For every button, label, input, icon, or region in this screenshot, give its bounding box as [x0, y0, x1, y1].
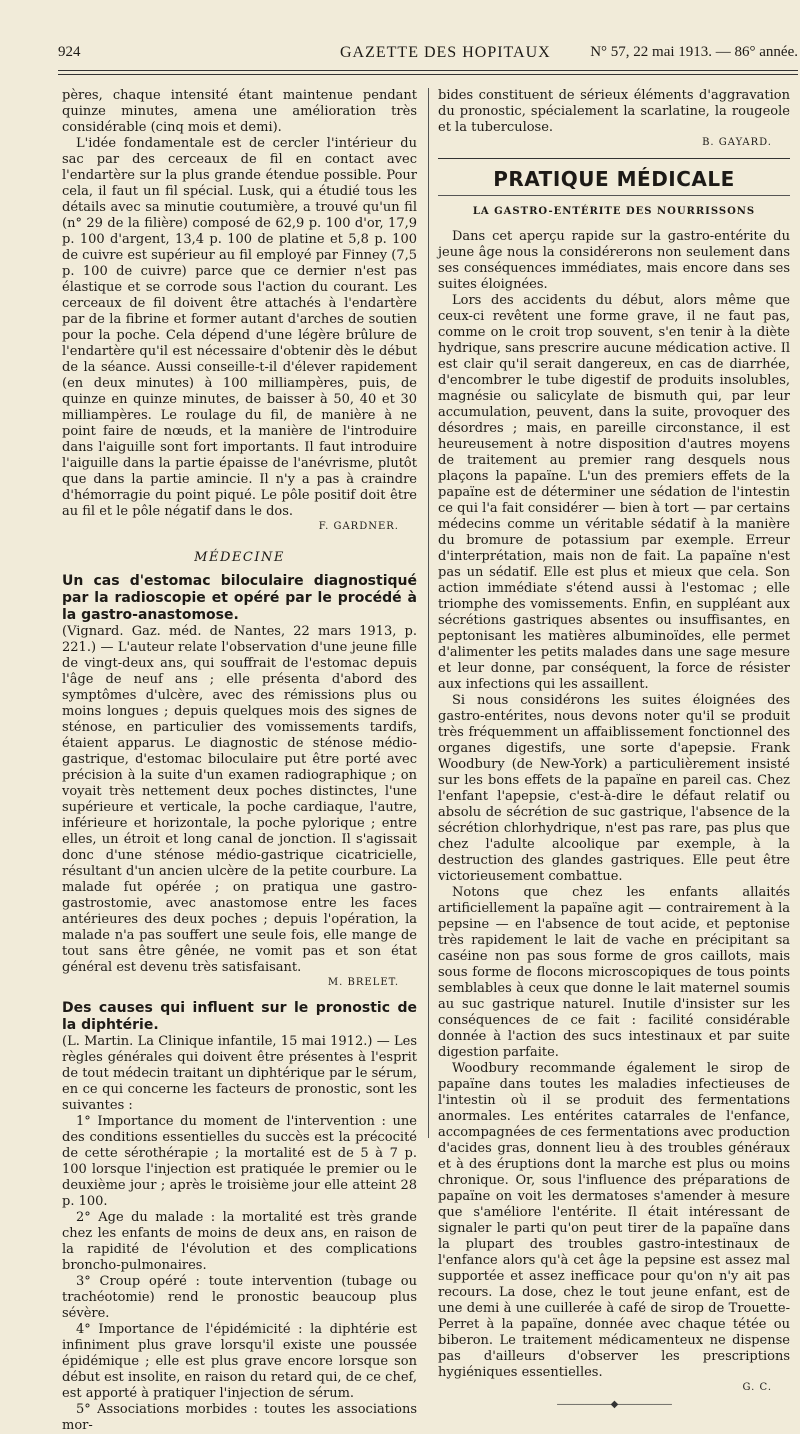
article-subheading: LA GASTRO-ENTÉRITE DES NOURRISSONS: [472, 206, 756, 217]
paragraph: Si nous considérons les suites éloignées des gastro-entérites, nous devons noter qu'il se produit très fréquemment un affaiblissement fonctionnel des organes digestifs, une sorte d'apepsie. Frank Woodbury (de New-York) a particulièrement insisté sur les bons effets de la papaïne en pareil cas. Chez l'enfant l'apepsie, c'est-à-dire le défaut relatif ou absolu de sécrétion de suc gastrique, l'absence de la sécrétion chlorhydrique, n'est pas rare, pas plus que chez l'adulte alcoolique par exemple, à la destruction des glandes gastriques. Elle peut être victorieusement combattue.: [438, 693, 790, 884]
issue-info: N° 57, 22 mai 1913. — 86° année.: [590, 44, 798, 60]
paragraph: Dans cet aperçu rapide sur la gastro-entérite du jeune âge nous la considérerons non seulement dans ses conséquences immédiates, mais encore dans ses suites éloignées.: [438, 229, 790, 292]
page-number: 924: [58, 44, 81, 60]
list-item: 1° Importance du moment de l'intervention : une des conditions essentielles du succès est la précocité de cette sérothérapie ; la mortalité est de 5 à 7 p. 100 lorsque l'injection est pratiquée le premier ou le deuxième jour ; après le troisième jour elle atteint 28 p. 100.: [62, 1114, 417, 1209]
article-title: Un cas d'estomac biloculaire diagnostiqué par la radioscopie et opéré par le procédé à la gastro-anastomose.: [62, 573, 417, 623]
left-column: [62, 88, 417, 1434]
right-column: [438, 88, 790, 1410]
author-signature: B. GAYARD.: [702, 137, 772, 148]
paragraph: Lors des accidents du début, alors même que ceux-ci revêtent une forme grave, il ne faut pas, comme on le croit trop souvent, s'en tenir à la diète hydrique, sans prescrire aucune médication active. Il est clair qu'il serait dangereux, en cas de diarrhée, d'encombrer le tube digestif de produits insolubles, magnésie ou salicylate de bismuth qui, par leur accumulation, peuvent, dans la suite, provoquer des désordres ; mais, en pareille circonstance, il est heureusement à notre disposition d'autres moyens de traitement au premier rang desquels nous plaçons la papaïne. L'un des premiers effets de la papaïne est de déterminer une sédation de l'intestin ce qui l'a fait considérer — bien à tort — par certains médecins comme un véritable sédatif à la manière du bromure de potassium par exemple. Erreur d'interprétation, mais non de fait. La papaïne n'est pas un sédatif. Elle est plus et mieux que cela. Son action immédiate s'étend aussi à l'estomac ; elle triomphe des vomissements. Enfin, en suppléant aux sécrétions gastriques absentes ou insuffisantes, en peptonisant les matières albuminoïdes, elle permet d'alimenter les petits malades dans une sage mesure et leur donne, par conséquent, la force de résister aux infections qui les assaillent.: [438, 293, 790, 692]
list-item: 4° Importance de l'épidémicité : la diphtérie est infiniment plus grave lorsqu'il existe une poussée épidémique ; elle est plus grave encore lorsque son début est insolite, en raison du retard qui, de ce chef, est apporté à pratiquer l'injection de sérum.: [62, 1322, 417, 1401]
factor-list: [62, 1114, 417, 1434]
section-banner: [438, 158, 790, 196]
author-signature: M. BRELET.: [327, 977, 399, 988]
article-body: (Vignard. Gaz. méd. de Nantes, 22 mars 1913, p. 221.) — L'auteur relate l'observation d'une jeune fille de vingt-deux ans, qui souffrait de l'estomac depuis l'âge de neuf ans ; elle présenta d'abord des symptômes d'ulcère, avec des rémissions plus ou moins longues ; depuis quelques mois des signes de sténose, en particulier des vomissements tardifs, étaient apparus. Le diagnostic de sténose médio-gastrique, d'estomac biloculaire put être porté avec précision à la suite d'un examen radiographique ; on voyait très nettement deux poches distinctes, l'une supérieure et verticale, la poche cardiaque, l'autre, inférieure et horizontale, la poche pylorique ; entre elles, un étroit et long canal de jonction. Il s'agissait donc d'une sténose médio-gastrique cicatricielle, résultant d'un ancien ulcère de la petite courbure. La malade fut opérée ; on pratiqua une gastro-gastrostomie, avec anastomose entre les faces antérieures des deux poches ; depuis l'opération, la malade n'a pas souffert une seule fois, elle mange de tout sans être gênée, ne vomit pas et son état général est devenu très satisfaisant.: [62, 624, 417, 975]
continued-paragraph: pères, chaque intensité étant maintenue pendant quinze minutes, amena une amélioration très considérable (cinq mois et demi).: [62, 88, 417, 135]
section-heading-medecine: MÉDECINE: [194, 550, 285, 565]
author-signature: G. C.: [742, 1382, 772, 1393]
column-separator: [428, 88, 429, 1138]
header-rule-double: [58, 74, 798, 75]
list-item: 5° Associations morbides : toutes les associations mor-: [62, 1402, 417, 1433]
paragraph: Woodbury recommande également le sirop de papaïne dans toutes les maladies infectieuses de l'intestin où il se produit des fermentations anormales. Les entérites catarrales de l'enfance, accompagnées de ces fermentations avec production d'acides gras, donnent lieu à des troubles généraux et à des éruptions dont la marche est plus ou moins chronique. Or, sous l'influence des préparations de papaïne on voit les dermatoses s'amender à mesure que s'améliore l'entérite. Il était intéressant de signaler le parti qu'on peut tirer de la papaïne dans la plupart des troubles gastro-intestinaux de l'enfance alors qu'à cet âge la pepsine est assez mal supportée et assez inefficace pour qu'on n'y ait pas recours. La dose, chez le tout jeune enfant, est de une demi à une cuillerée à café de sirop de Trouette-Perret à la papaïne, donnée avec chaque tétée ou biberon. Le traitement médicamenteux ne dispense pas d'ailleurs d'observer les prescriptions hygiéniques essentielles.: [438, 1061, 790, 1380]
section-heading-pratique: PRATIQUE MÉDICALE: [493, 167, 735, 191]
paragraph: L'idée fondamentale est de cercler l'intérieur du sac par des cerceaux de fil en contact avec l'endartère sur la plus grande étendue possible. Pour cela, il faut un fil spécial. Lusk, qui a étudié tous les détails avec sa minutie coutumière, a trouvé qu'un fil (n° 29 de la filière) composé de 62,9 p. 100 d'or, 17,9 p. 100 d'argent, 13,4 p. 100 de platine et 5,8 p. 100 de cuivre est supérieur au fil employé par Finney (7,5 p. 100 de cuivre) parce que ce dernier n'est pas élastique et se corrode sous l'action du courant. Les cerceaux de fil doivent être attachés à l'endartère par de la fibrine et former autant d'arches de soutien pour la poche. Cela dépend d'une légère brûlure de l'endartère qu'il est nécessaire d'obtenir dès le début de la séance. Aussi conseille-t-il d'élever rapidement (en deux minutes) à 100 milliampères, puis, de quinze en quinze minutes, de baisser à 50, 40 et 30 milliampères. Le roulage du fil, de manière à ne point faire de nœuds, et la manière de l'introduire dans l'aiguille sont fort importants. Il faut introduire l'aiguille dans la partie épaisse de l'anévrisme, plutôt que dans la partie amincie. Il n'y a pas à craindre d'hémorragie du point piqué. Le pôle positif doit être au fil et le pôle négatif dans le dos.: [62, 136, 417, 519]
list-item: 2° Age du malade : la mortalité est très grande chez les enfants de moins de deux ans, en raison de la rapidité de l'évolution et des complications broncho-pulmonaires.: [62, 1210, 417, 1273]
header-rule: [58, 70, 798, 71]
paragraph: Notons que chez les enfants allaités artificiellement la papaïne agit — contrairement à la pepsine — en l'absence de tout acide, et peptonise très rapidement le lait de vache en précipitant sa caséine non pas sous forme de gros caillots, mais sous forme de flocons microscopiques de tous points semblables à ceux que donne le lait maternel soumis au suc gastrique naturel. Inutile d'insister sur les conséquences de ce fait : facilité considérable donnée à l'action des sucs intestinaux et par suite digestion parfaite.: [438, 885, 790, 1060]
article-title: Des causes qui influent sur le pronostic de la diphtérie.: [62, 1000, 417, 1033]
article-intro: (L. Martin. La Clinique infantile, 15 mai 1912.) — Les règles générales qui doivent être présentes à l'esprit de tout médecin traitant un diphtérique par le sérum, en ce qui concerne les facteurs de pronostic, sont les suivantes :: [62, 1034, 417, 1113]
continued-paragraph: bides constituent de sérieux éléments d'aggravation du pronostic, spécialement la scarlatine, la rougeole et la tuberculose.: [438, 88, 790, 135]
journal-title: GAZETTE DES HOPITAUX: [340, 44, 551, 61]
end-ornament: ——————◆——————: [556, 1399, 672, 1410]
list-item: 3° Croup opéré : toute intervention (tubage ou trachéotomie) rend le pronostic beaucoup plus sévère.: [62, 1274, 417, 1321]
page-header: [58, 38, 798, 66]
author-signature: F. GARDNER.: [318, 521, 399, 532]
